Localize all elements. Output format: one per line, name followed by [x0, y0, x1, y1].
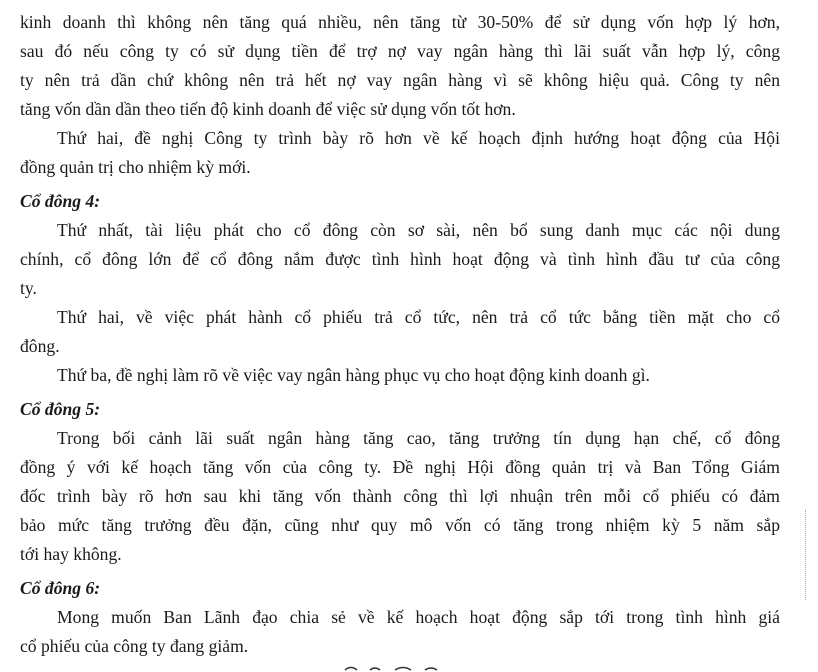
paragraph-share-price: [20, 603, 780, 661]
text-line: đồng ý với kế hoạch tăng vốn của công ty. Đề nghị Hội đồng quản trị và Ban Tổng Giám: [20, 457, 780, 477]
paragraph-bank-loan: [20, 361, 780, 390]
text-line: Thứ hai, về việc phát hành cổ phiếu trả cổ tức, nên trả cổ tức bằng tiền mặt cho cổ: [57, 307, 780, 327]
text-line: sau đó nếu công ty có sử dụng tiền để trợ nợ vay ngân hàng thì lãi suất vẫn hợp lý, công: [20, 41, 780, 61]
text-line: bảo mức tăng trưởng đều đặn, cũng như quy mô vốn có tăng trong nhiệm kỳ 5 năm sắp: [20, 515, 780, 535]
text-line: đồng quản trị cho nhiệm kỳ mới.: [20, 157, 251, 177]
paragraph-board-plan: [20, 124, 780, 182]
text-line: Thứ nhất, tài liệu phát cho cổ đông còn sơ sài, nên bổ sung danh mục các nội dung: [57, 220, 780, 240]
text-line: ty.: [20, 278, 37, 298]
text-line: Thứ hai, đề nghị Công ty trình bày rõ hơn về kế hoạch định hướng hoạt động của Hội: [57, 128, 780, 148]
text-line: ty nên trả dần chứ không nên trả hết nợ vay ngân hàng vì sẽ không hiệu quả. Công ty nên: [20, 70, 780, 90]
heading-shareholder-6: Cổ đông 6:: [20, 578, 101, 598]
text-line: đốc trình bày rõ hơn sau khi tăng vốn thành công thì lợi nhuận trên mỗi cổ phiếu có đảm: [20, 486, 780, 506]
paragraph-dividend: [20, 303, 780, 361]
text-line: tới hay không.: [20, 544, 122, 564]
text-line: đông.: [20, 336, 60, 356]
text-line: tăng vốn dần dần theo tiến độ kinh doanh để việc sử dụng vốn tốt hơn.: [20, 99, 516, 119]
text-line: chính, cổ đông lớn để cổ đông nắm được tình hình hoạt động và tình hình đầu tư của công: [20, 249, 780, 269]
paragraph-growth: [20, 424, 780, 569]
text-line: kinh doanh thì không nên tăng quá nhiều, nên tăng từ 30-50% để sử dụng vốn hợp lý hơn,: [20, 12, 780, 32]
paragraph-capital-increase: [20, 8, 780, 124]
cut-off-text-fragment: [340, 664, 460, 672]
heading-shareholder-4: Cổ đông 4:: [20, 191, 101, 211]
paragraph-documents: [20, 216, 780, 303]
text-line: Thứ ba, đề nghị làm rõ về việc vay ngân hàng phục vụ cho hoạt động kinh doanh gì.: [57, 365, 650, 385]
text-line: Trong bối cảnh lãi suất ngân hàng tăng cao, tăng trưởng tín dụng hạn chế, cổ đông: [57, 428, 780, 448]
text-line: Mong muốn Ban Lãnh đạo chia sẻ về kế hoạch hoạt động sắp tới trong tình hình giá: [57, 607, 780, 627]
text-line: cổ phiếu của công ty đang giảm.: [20, 636, 249, 656]
scan-margin-mark: [805, 510, 808, 600]
heading-shareholder-5: Cổ đông 5:: [20, 399, 101, 419]
document-page: [20, 8, 780, 661]
